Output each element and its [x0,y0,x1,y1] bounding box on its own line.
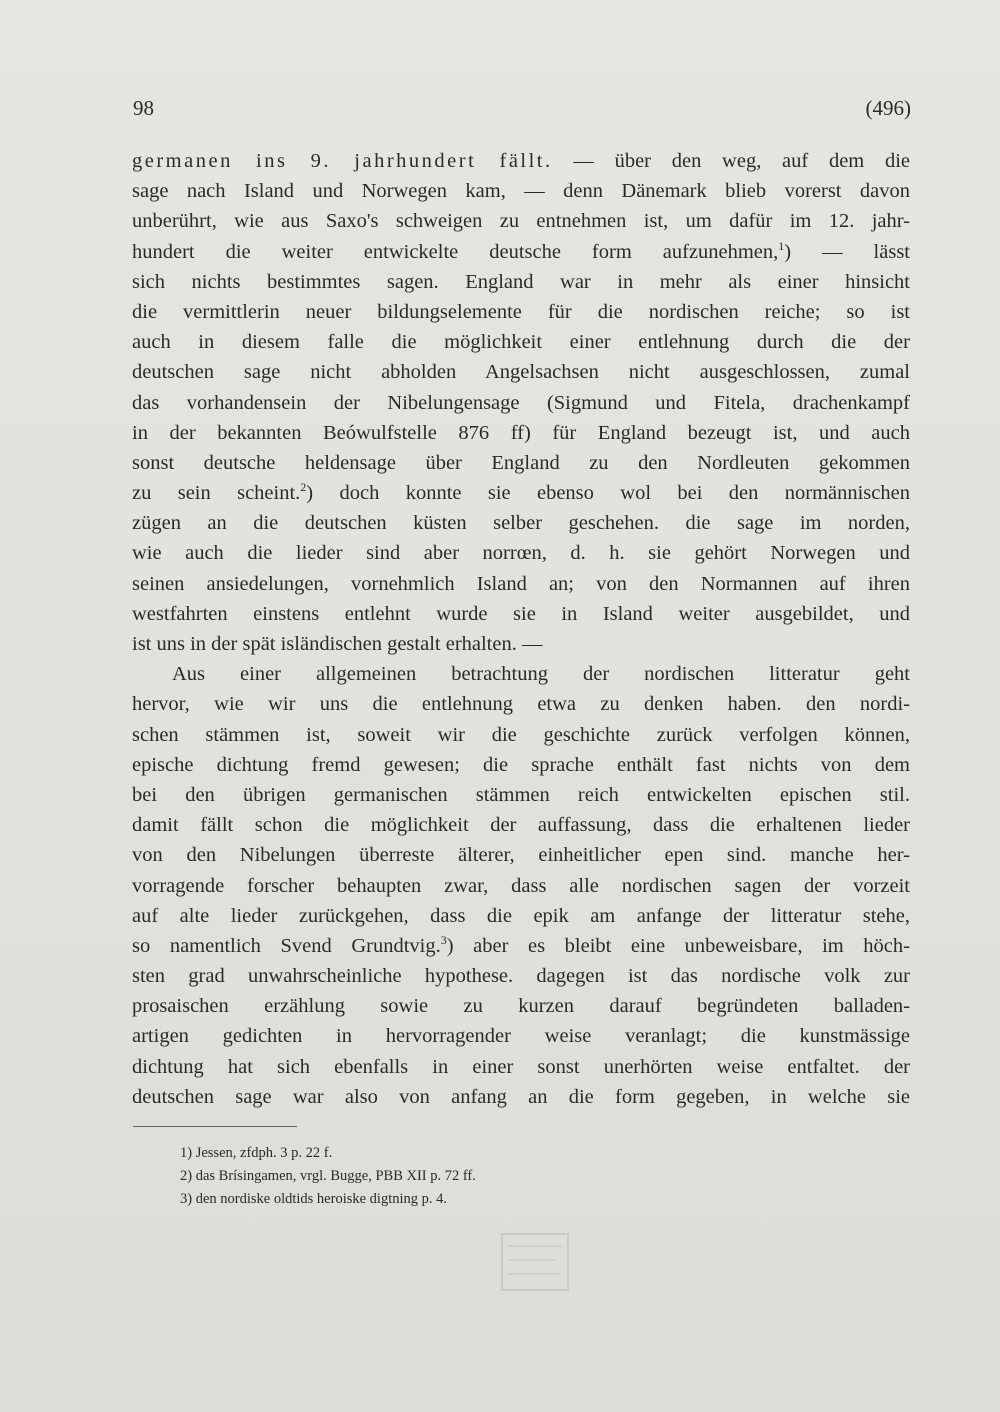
text-line [132,297,910,327]
body-text [132,146,910,1112]
line-text: auch in diesem falle die möglichkeit einer entlehnung durch die der [132,331,910,354]
text-line [132,357,910,387]
text-line [132,871,910,901]
line-text: zu sein scheint. [132,482,301,505]
line-text: prosaischen erzählung sowie zu kurzen darauf begründeten balladen- [132,995,910,1018]
text-line [132,448,910,478]
text-line [132,388,910,418]
line-text: sage nach Island und Norwegen kam, — denn Dänemark blieb vorerst davon [132,180,910,203]
line-text: das vorhandensein der Nibelungensage (Sigmund und Fitela, drachenkampf [132,391,910,414]
text-line [132,810,910,840]
text-line [132,569,910,599]
line-text: von den Nibelungen überreste älterer, einheitlicher epen sind. manche her- [132,844,910,867]
text-line [132,418,910,448]
text-line [132,961,910,991]
text-line [132,478,910,508]
footnote-ref: 2 [300,480,307,495]
line-text: dichtung hat sich ebenfalls in einer sonst unerhörten weise entfaltet. der [132,1055,910,1078]
line-text: sonst deutsche heldensage über England zu den Nordleuten gekommen [132,451,910,474]
text-line [132,780,910,810]
text-line [132,146,910,176]
line-text: unberührt, wie aus Saxo's schweigen zu entnehmen ist, um dafür im 12. jahr- [132,210,910,233]
page-header [133,96,911,128]
line-text: hervor, wie wir uns die entlehnung etwa zu denken haben. den nordi- [132,693,910,716]
line-text: so namentlich Svend Grundtvig. [132,934,441,957]
line-text: schen stämmen ist, soweit wir die geschichte zurück verfolgen können, [132,723,910,746]
line-text: bei den übrigen germanischen stämmen reich entwickelten epischen stil. [132,783,910,806]
line-text: — über den weg, auf dem die [552,150,910,172]
text-line [132,901,910,931]
text-line [132,327,910,357]
text-line [132,840,910,870]
text-line [132,206,910,236]
footnote-ref: 1 [778,238,785,253]
text-line [132,931,910,961]
line-text-after: ) doch konnte sie ebenso wol bei den normännischen [306,482,910,505]
line-text: zügen an die deutschen küsten selber geschehen. die sage im norden, [132,512,910,535]
line-text: westfahrten einstens entlehnt wurde sie in Island weiter ausgebildet, und [132,602,910,625]
line-text: vorragende forscher behaupten zwar, dass alle nordischen sagen der vorzeit [132,874,910,897]
text-line [132,629,910,659]
spaced-text: germanen ins 9. jahrhundert fällt. [132,150,553,172]
line-text: deutschen sage nicht abholden Angelsachsen nicht ausgeschlossen, zumal [132,361,910,384]
text-line [132,538,910,568]
text-line [132,720,910,750]
line-text-after: ) — lässt [784,240,910,263]
line-text: hundert die weiter entwickelte deutsche form aufzunehmen, [132,240,779,263]
text-line [132,991,910,1021]
footnote-3: 3) den nordiske oldtids heroiske digtning p. 4. [180,1191,448,1207]
line-text: deutschen sage war also von anfang an die form gegeben, in welche sie [132,1085,910,1108]
line-text: ist uns in der spät isländischen gestalt erhalten. — [132,633,543,655]
text-line [132,659,910,689]
line-text: Aus einer allgemeinen betrachtung der nordischen litteratur geht [172,663,910,686]
line-text: artigen gedichten in hervorragender weise veranlagt; die kunstmässige [132,1025,910,1048]
footnote-1: 1) Jessen, zfdph. 3 p. 22 f. [180,1145,333,1161]
line-text: damit fällt schon die möglichkeit der auffassung, dass die erhaltenen lieder [132,814,910,837]
line-text: auf alte lieder zurückgehen, dass die epik am anfange der litteratur stehe, [132,904,910,927]
text-line [132,237,910,267]
text-line [132,1052,910,1082]
text-line [132,750,910,780]
line-text: sten grad unwahrscheinliche hypothese. dagegen ist das nordische volk zur [132,965,910,988]
footnote-2: 2) das Brísingamen, vrgl. Bugge, PBB XII p. 72 ff. [180,1168,476,1184]
line-text: sich nichts bestimmtes sagen. England war in mehr als einer hinsicht [132,270,910,293]
text-line [132,599,910,629]
line-text: seinen ansiedelungen, vornehmlich Island an; von den Normannen auf ihren [132,572,910,595]
footnote-rule [133,1126,297,1127]
line-text: epische dichtung fremd gewesen; die sprache enthält fast nichts von dem [132,753,910,776]
text-line [132,1082,910,1112]
line-text: wie auch die lieder sind aber norrœn, d. h. sie gehört Norwegen und [132,542,910,565]
line-text-after: ) aber es bleibt eine unbeweisbare, im höch- [446,934,910,957]
footnote-ref: 3 [440,933,447,948]
text-line [132,267,910,297]
text-line [132,176,910,206]
footnotes [180,1142,780,1211]
text-line [132,1021,910,1051]
faint-stamp-mark [500,1232,570,1292]
text-line [132,508,910,538]
page-number: 98 [133,96,154,120]
line-text: in der bekannten Beówulfstelle 876 ff) für England bezeugt ist, und auch [132,421,910,444]
original-page-number: (496) [865,96,911,120]
line-text: die vermittlerin neuer bildungselemente für die nordischen reiche; so ist [132,300,910,323]
text-line [132,689,910,719]
